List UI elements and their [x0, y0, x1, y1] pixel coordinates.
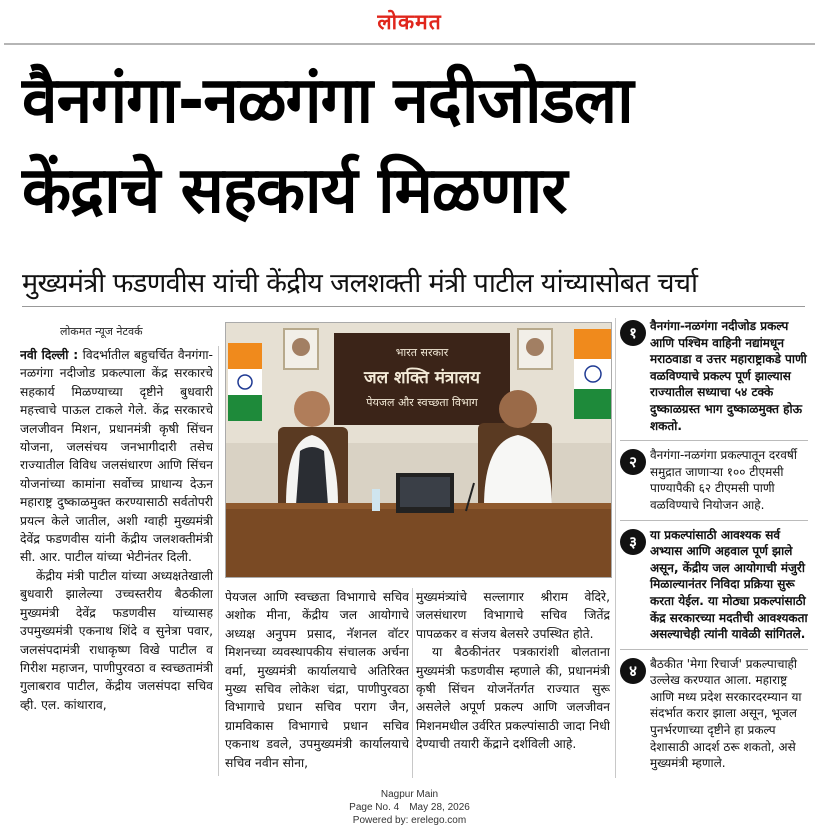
- article-column-3: [416, 588, 610, 778]
- headline-line-1: वैनगंगा-नळगंगा नदीजोडला: [22, 64, 633, 138]
- edition-date: May 28, 2026: [409, 802, 470, 813]
- article-column-3-paragraph-1: मुख्यमंत्र्यांचे सल्लागार श्रीराम वेदिरे, जलसंधारण विभागाचे सचिव जितेंद्र पापळकर व संजय बेलसरे उपस्थित होते.: [416, 590, 610, 641]
- indian-flag-left-icon: [228, 343, 262, 421]
- key-point-2: [620, 447, 808, 513]
- board-line-2: जल शक्ति मंत्रालय: [363, 368, 481, 388]
- key-point-1: [620, 318, 808, 434]
- article-column-1: [20, 346, 213, 776]
- board-line-1: भारत सरकार: [395, 346, 449, 359]
- headline: [22, 56, 812, 236]
- indian-flag-right-icon: [574, 329, 612, 419]
- edition-name: Nagpur Main: [380, 789, 439, 800]
- point-number-badge: २: [620, 449, 646, 475]
- article-paragraph-1-text: विदर्भातील बहुचर्चित वैनगंगा-नळगंगा नदीजोड प्रकल्पाला केंद्र सरकारचे सहकार्य मिळण्याच्या दृष्टीने बुधवारी महत्त्वाचे पाऊल टाकले गेले. केंद्र सरकारचे जलजीवन मिशन, प्रधानमंत्री कृषी सिंचन योजना, जलसंचय जनभागीदारी तसेच राज्यातील विविध जलसंधारण आणि सिंचन योजनांच्या कामांना सर्वोच्च प्राधान्य देऊन महाराष्ट्र दुष्काळमुक्त करण्यासाठी सर्वतोपरी प्रयत्न केले जातील, अशी ग्वाही मुख्यमंत्री देवेंद्र फडणवीस यांनी केंद्रीय जलशक्तीमंत्री सी. आर. पाटील यांच्या भेटीनंतर दिली.: [20, 348, 213, 565]
- column-divider: [218, 346, 219, 776]
- masthead-rule: [4, 43, 815, 45]
- key-point-text: वैनगंगा-नळगंगा प्रकल्पातून दरवर्षी समुद्रात जाणाऱ्या १०० टीएमसी पाण्यापैकी ६२ टीएमसी पाणी वळविण्याचे नियोजन आहे.: [650, 448, 797, 512]
- byline: लोकमत न्यूज नेटवर्क: [60, 325, 143, 338]
- headline-line-2: केंद्राचे सहकार्य मिळणार: [22, 154, 567, 228]
- key-point-text: बैठकीत 'मेगा रिचार्ज' प्रकल्पाचाही उल्लेख करण्यात आला. महाराष्ट्र आणि मध्य प्रदेश सरकारदरम्यान या संदर्भात करार झाला असून, भूजल पुनर्भरणाच्या दृष्टीने हा प्रकल्प देशासाठी आदर्श ठरू शकतो, असे मुख्यमंत्री म्हणाले.: [650, 656, 802, 771]
- key-points-sidebar: [620, 318, 808, 778]
- point-divider: [620, 520, 808, 521]
- page-footer: [0, 788, 819, 827]
- point-number-badge: ३: [620, 529, 646, 555]
- point-divider: [620, 649, 808, 650]
- meeting-photo-illustration: [226, 323, 612, 578]
- subheadline: मुख्यमंत्री फडणवीस यांची केंद्रीय जलशक्ती मंत्री पाटील यांच्यासोबत चर्चा: [22, 268, 698, 299]
- powered-by-link[interactable]: Powered by: erelego.com: [352, 815, 467, 826]
- page-number: Page No. 4: [349, 802, 400, 813]
- article-paragraph-2: केंद्रीय मंत्री पाटील यांच्या अध्यक्षतेखाली बुधवारी झालेल्या उच्चस्तरीय बैठकीला मुख्यमंत्री देवेंद्र फडणवीस यांच्यासह उपमुख्यमंत्री एकनाथ शिंदे व सुनेत्रा पवार, जलसंपदामंत्री राधाकृष्ण विखे पाटील व गिरीश महाजन, पाणीपुरवठा व स्वच्छतामंत्री गुलाबराव पाटील, केंद्रीय जलसंपदा सचिव व्ही. एल. कांथाराव,: [20, 568, 213, 712]
- point-number-badge: १: [620, 320, 646, 346]
- key-point-text: या प्रकल्पांसाठी आवश्यक सर्व अभ्यास आणि अहवाल पूर्ण झाले असून, केंद्रीय जल आयोगाची मंजुरी मिळाल्यानंतर निविदा प्रक्रिया सुरू करता येईल. या मोठ्या प्रकल्पांसाठी केंद्र सरकारच्या मदतीची आवश्यकता असल्याचेही त्यांनी यावेळी सांगितले.: [650, 527, 808, 642]
- article-column-3-paragraph-2: या बैठकीनंतर पत्रकारांशी बोलताना मुख्यमंत्री फडणवीस म्हणाले की, प्रधानमंत्री कृषी सिंचन योजनेंतर्गत राज्यात सुरू असलेले अपूर्ण प्रकल्प आणि जलजीवन मिशनमधील उर्वरित प्रकल्पांसाठी जादा निधी देण्याची तयारी केंद्राने दर्शविली आहे.: [416, 645, 610, 752]
- column-divider: [412, 588, 413, 778]
- article-column-2: [225, 588, 409, 778]
- point-divider: [620, 440, 808, 441]
- board-line-3: पेयजल और स्वच्छता विभाग: [366, 396, 478, 409]
- masthead: [0, 0, 819, 40]
- lokmat-logo[interactable]: लोकमत: [377, 9, 442, 34]
- meeting-photo[interactable]: [225, 322, 612, 578]
- key-point-text: वैनगंगा-नळगंगा नदीजोड प्रकल्प आणि पश्चिम वाहिनी नद्यांमधून मराठवाडा व उत्तर महाराष्ट्राकडे पाणी वळविण्याचे प्रकल्प पूर्ण झाल्यास राज्यातील सध्याचा ५४ टक्के दुष्काळग्रस्त भाग दुष्काळमुक्त होऊ शकतो.: [650, 319, 807, 433]
- point-number-badge: ४: [620, 658, 646, 684]
- key-point-3: [620, 527, 808, 643]
- dateline: नवी दिल्ली :: [20, 348, 79, 362]
- column-divider: [615, 318, 616, 778]
- article-paragraph-1: [20, 346, 213, 567]
- page-info: [0, 801, 819, 814]
- subheadline-rule: [22, 306, 805, 307]
- conference-table: [226, 503, 612, 578]
- water-bottle-icon: [372, 489, 380, 511]
- key-point-4: [620, 656, 808, 772]
- article-column-2-text: पेयजल आणि स्वच्छता विभागाचे सचिव अशोक मीना, केंद्रीय जल आयोगाचे अध्यक्ष अनुपम प्रसाद, नॅशनल वॉटर मिशनच्या व्यवस्थापकीय संचालक अर्चना वर्मा, मुख्यमंत्री कार्यालयाचे अतिरिक्त मुख्य सचिव लोकेश चंद्रा, पाणीपुरवठा विभागाचे प्रधान सचिव पराग जैन, ग्रामविकास विभागाचे प्रधान सचिव एकनाथ डवले, उपमुख्यमंत्री कार्यालयाचे सचिव नवीन सोना,: [225, 590, 409, 770]
